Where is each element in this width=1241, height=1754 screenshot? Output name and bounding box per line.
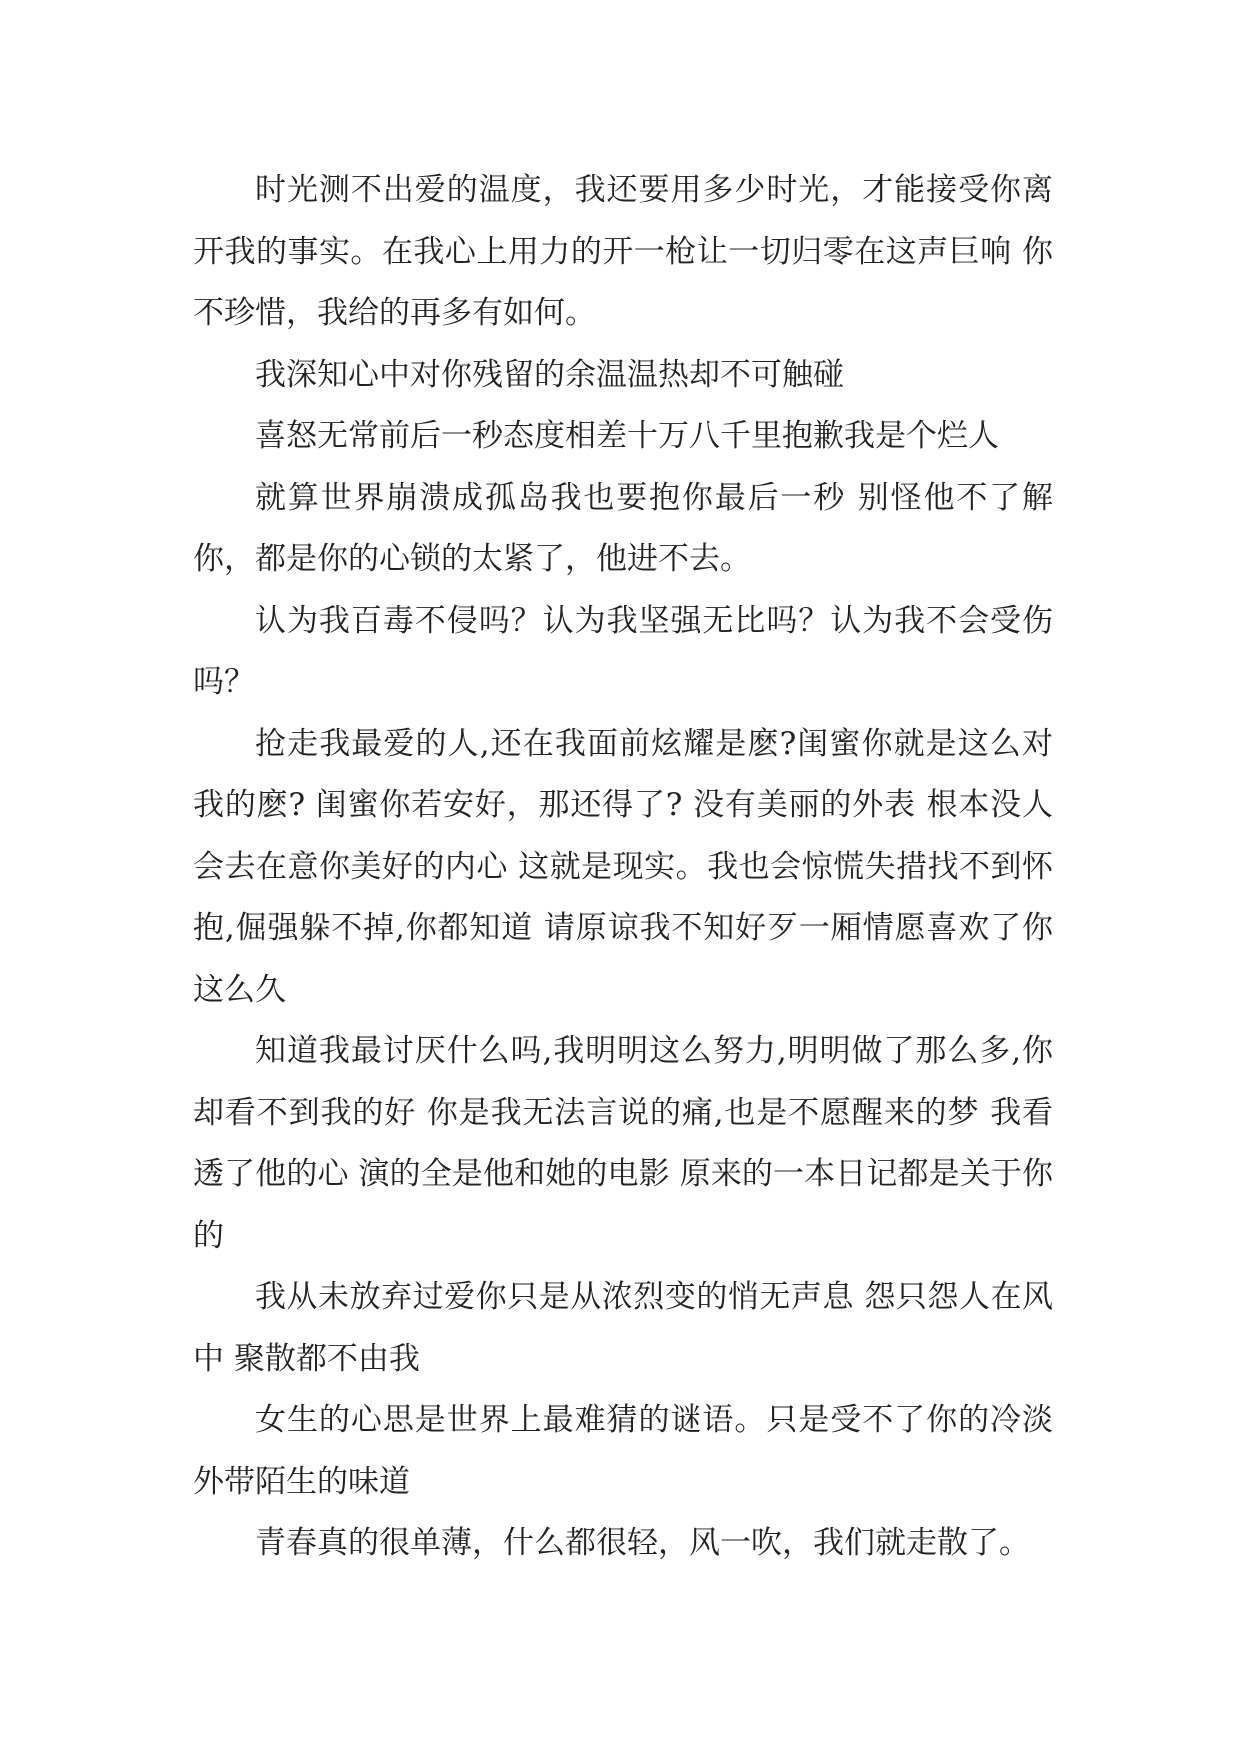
paragraph: 抢走我最爱的人,还在我面前炫耀是麽?闺蜜你就是这么对我的麽? 闺蜜你若安好，那还得了? 没有美丽的外表 根本没人会去在意你美好的内心 这就是现实。我也会惊慌失措找不到怀抱,倔强躲不掉,你都知道 请原谅我不知好歹一厢情愿喜欢了你这么久: [193, 725, 1053, 1008]
paragraph: 女生的心思是世界上最难猜的谜语。只是受不了你的冷淡外带陌生的味道: [193, 1402, 1053, 1500]
paragraph: 我从未放弃过爱你只是从浓烈变的悄无声息 怨只怨人在风中 聚散都不由我: [193, 1279, 1053, 1377]
paragraph: 我深知心中对你残留的余温温热却不可触碰: [255, 356, 844, 393]
document-body: [193, 160, 1053, 1575]
paragraph: 青春真的很单薄，什么都很轻，风一吹，我们就走散了。: [255, 1525, 1030, 1561]
paragraph: 认为我百毒不侵吗？认为我坚强无比吗？认为我不会受伤吗？: [193, 602, 1053, 700]
paragraph: 就算世界崩溃成孤岛我也要抱你最后一秒 别怪他不了解你，都是你的心锁的太紧了，他进不去。: [193, 479, 1053, 577]
paragraph: 时光测不出爱的温度，我还要用多少时光，才能接受你离开我的事实。在我心上用力的开一枪让一切归零在这声巨响 你不珍惜，我给的再多有如何。: [193, 172, 1053, 331]
paragraph: 知道我最讨厌什么吗,我明明这么努力,明明做了那么多,你却看不到我的好 你是我无法言说的痛,也是不愿醒来的梦 我看透了他的心 演的全是他和她的电影 原来的一本日记都是关于你的: [193, 1033, 1053, 1254]
paragraph: 喜怒无常前后一秒态度相差十万八千里抱歉我是个烂人: [255, 418, 999, 454]
